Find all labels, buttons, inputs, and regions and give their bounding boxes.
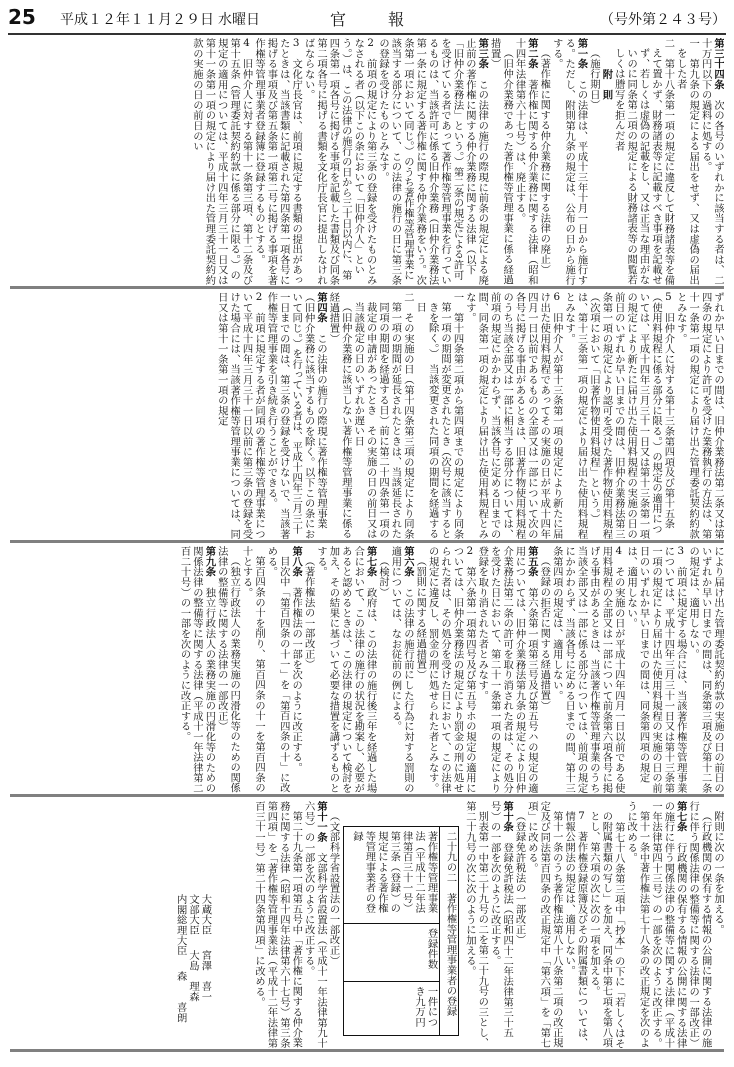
paragraph-text: （著作権法の一部改正）	[302, 556, 315, 670]
band-divider	[10, 286, 724, 289]
paragraph-text: 第七十八条第三項中「抄本」の下に「若しくはその附属書類の写し」を加え、同条中第七項を第八項とし、第六項の次に次の一項を加える。	[587, 811, 625, 1049]
paragraph-text: により届け出た管理委託契約約款の実施の日の前日のいずれか早い日までの間は、同条第三項及び第十二条の規定は、適用しない。	[687, 546, 724, 794]
paragraph-text: 第十一条中著作権法第七十八条の改正規定を次のように改める。	[625, 801, 650, 1049]
band-divider	[10, 1049, 724, 1052]
paragraph-number: 2	[255, 292, 263, 303]
paragraph-text: 旧仲介人が第十三条第一項の規定により新たに届け出た使用料規程であってその実施の日が平成十四年四月一日以前であるものの全部又は一部について次の各号に掲げる事由があるときは、旧著作物使用料規程のうち当該全部又は一部に相当する部分については、前項の規定にかかわらず、当該各号に定める日までの間、同条第一項の規定により届け出た使用料規程とみなす。	[463, 292, 563, 540]
numbered-paragraph	[550, 546, 624, 796]
paragraph	[265, 546, 290, 796]
article-text: この法律の施行前にした行為に対する罰則の適用については、なお従前の例による。	[389, 546, 414, 794]
paragraph-text: （登録免許税法の一部改正）	[513, 811, 526, 946]
paragraph-text: 第十一条のうち著作権法第八十八条第二項の改正規定及び同法第百四条の改正規定中「第六項」を「第七項」に改める。	[525, 801, 563, 1049]
article	[699, 38, 724, 288]
article-caption	[513, 801, 525, 1051]
article-number: 第一条	[575, 38, 588, 69]
paragraph-number: 4	[243, 38, 250, 49]
paragraph-text: 著作権登録原簿及びその附属書類については、情報公開法の規定は、適用しない。	[563, 811, 588, 1049]
paragraph-text: （施行期日）	[587, 48, 600, 111]
article	[650, 801, 687, 1051]
numbered-paragraph	[625, 546, 687, 796]
article-number: 第七条	[364, 546, 377, 577]
list-item	[612, 38, 674, 288]
gazette-title-2: 報	[388, 10, 405, 29]
article-number: 第十条	[501, 801, 514, 832]
paragraph-text: 第百四条の十を削り、第百四条の十一を第百四条の十とする。	[240, 546, 265, 794]
table-heading: 二十九の二 著作権等管理事業者の登録	[439, 827, 458, 1035]
article-caption	[377, 546, 389, 796]
article	[178, 546, 215, 796]
article-caption	[488, 38, 513, 288]
numbered-paragraph	[215, 292, 265, 542]
article-caption	[302, 546, 314, 796]
article	[302, 801, 327, 1051]
paragraph-text: 二 第十八条第一項の規定に違反して財務諸表等を備えて置かず、財務諸表等に記載すべき事項を記載せず、若しくは虚偽の記載をし、又は正当な理由がないのに同条第二項の規定による財務諸表等の閲覧若しくは謄写を拒んだ者	[612, 38, 675, 286]
article-caption	[327, 292, 352, 542]
article-caption	[327, 801, 339, 1051]
paragraph-text: 前項に規定する者が同項の著作権等管理事業について平成十四年三月三十一日以前に第三条の登録を受けた場合には、当該著作権等管理事業については、同日又は第十一条第一項の規定	[215, 292, 265, 540]
paragraph-text: 別表第一中第二十九号の二を第二十九号の三とし、第二十九号の次に次のように加える。	[463, 801, 489, 1049]
signatory-title: 内閣総理大臣	[174, 893, 187, 956]
numbered-paragraph	[302, 38, 376, 288]
article-number: 第九条	[203, 546, 216, 577]
paragraph-text: （旧仲介業務であった著作権等管理事業に係る経過措置）	[488, 38, 514, 286]
numbered-paragraph	[463, 292, 562, 542]
article-number: 第三十四条	[712, 38, 724, 90]
paragraph-text: ずれか早い日までの間は、旧仲介業務法第二条又は第四条の規定により許可を受けた業務執行の方法は、第十一条第一項の規定により届け出た管理委託契約約款とみなす。	[674, 292, 724, 540]
article-number: 第六条	[401, 546, 414, 577]
paragraph-text: （行政機関の保有する情報の公開に関する法律の施行に伴う関係法律の整備等に関する法律の一部改正）	[687, 801, 712, 1049]
article-text: 第六条第一項第三号及び第五号ハの規定の適用については、旧仲介業務法第九条の規定により旧仲介業務法第二条の許可を取り消された者は、その処分を受けた日において、第二十一条第一項の規定により登録を取り消された者とみなす。	[476, 546, 538, 794]
paragraph-number: 5	[665, 292, 672, 303]
paragraph-number: 4	[615, 546, 623, 557]
quoted-paragraph	[588, 801, 625, 1051]
paragraph	[526, 801, 563, 1051]
paragraph-number: 2	[367, 38, 374, 49]
list-item	[414, 292, 464, 542]
article-number: 第七条	[674, 801, 687, 832]
issue-number: （号外第２４３号）	[600, 12, 726, 28]
paragraph-number: 3	[677, 546, 685, 557]
article	[315, 546, 377, 796]
paragraph-text: その実施の日が平成十四年四月一日以前である使用料規程の全部又は一部について前条第六項各号に掲げる事由があるときは、当該著作権等管理事業のうち当該全部又は一部に係る部分については、前項の規定にかかわらず、当該各号に定める日までの間、第十三条第四項の規定は、適用しない。	[550, 546, 625, 794]
article-text: 著作権に関する仲介業務に関する法律（昭和十四年法律第六十七号）は、廃止する。	[513, 38, 538, 286]
article	[550, 38, 587, 288]
paragraph-continued	[674, 292, 724, 542]
article-caption	[687, 801, 712, 1051]
paragraph-text: 第六条第一項第四号及び第五号ホの規定の適用については、旧仲介業務法の規定により罰金の刑に処せられた者は、その処分を受けた日において、この法律の規定に違反し、罰金の刑に処せられた者とみなす。	[426, 546, 476, 794]
page-header	[0, 0, 734, 34]
paragraph-text: 第二十九条第一項第五号中「著作権に関する仲介業務に関する法律（昭和十四年法律第六十七号）第三条第四項」を「著作権等管理事業法（平成十二年法律第百三十一号）第二十四条第四項」に改める。	[253, 801, 303, 1049]
article	[476, 546, 538, 796]
paragraph	[625, 801, 650, 1051]
signatory	[187, 801, 199, 1051]
paragraph	[712, 801, 724, 1051]
article-caption	[215, 546, 240, 796]
gazette-title-1: 官	[330, 10, 347, 29]
article-number: 第五条	[525, 546, 538, 577]
article-text: 次の各号のいずれかに該当する者は、二十万円以下の過料に処する。	[699, 38, 724, 286]
paragraph-text: 附則に次の一条を加える。	[712, 811, 724, 935]
article-text: 独立行政法人の業務実施の円滑化等のための関係法律の整備等に関する法律（平成十一年法律第二百二十号）の一部を次のように改正する。	[178, 546, 216, 794]
paragraph-text: 旧仲介人に対する第十三条第四項及び第十五条（使用料規程に係る部分に限る。）の規定の適用については、平成十四年三月三十一日又は第十三条第一項の規定により新たに届け出た使用料規程の実施の日の前日のいずれか早い日までの間は、旧仲介業務法第三条第一項の規定により認可を受けた著作物使用料規程（次項において「旧著作物使用料規程」という。）は、第十三条第一項の規定により届け出た使用料規程とみなす。	[563, 292, 675, 540]
paragraph	[253, 801, 303, 1051]
signatory-name: 大島 理森	[187, 950, 200, 1002]
signatory-name: 森 喜朗	[174, 970, 187, 1023]
paragraph-text: 文化庁長官は、前項に規定する書類の提出があったときは、当該書類に記載された第四条第一項各号に掲げる事項及び第五条第一項第二号に掲げる事項を著作権等管理事業者登録簿に登録するものとする。	[252, 38, 303, 286]
paragraph-text: （検討）	[377, 556, 390, 598]
signatory	[199, 801, 211, 1051]
numbered-paragraph	[253, 38, 303, 288]
text-band-4	[10, 801, 724, 1051]
article-number: 第三条	[476, 38, 489, 69]
paragraph-text: （罰則に関する経過措置）	[414, 556, 427, 680]
article-text: 登録免許税法（昭和四十二年法律第三十五号）の一部を次のように改正する。	[488, 801, 514, 1038]
article	[488, 801, 513, 1051]
band-divider	[10, 794, 724, 797]
registration-fee-table	[343, 826, 459, 1036]
article-number: 第四条	[315, 292, 327, 323]
article	[290, 546, 302, 796]
page-number: 25	[8, 5, 36, 29]
article-text: 文部科学省設置法（平成十一年法律第九十六号）の一部を次のように改正する。	[302, 801, 328, 1049]
article-number: 第八条	[290, 546, 303, 577]
paragraph-text: （旧仲介業務に該当しない著作権等管理事業に係る経過措置）	[327, 292, 352, 540]
numbered-paragraph	[563, 292, 675, 542]
article-caption	[588, 38, 600, 288]
paragraph-number: 7	[578, 811, 585, 822]
article-number: 第十一条	[315, 801, 328, 843]
paragraph-text: 附 則	[600, 68, 613, 100]
band-divider	[10, 540, 724, 543]
signatory-title: 文部大臣	[187, 893, 200, 935]
article-number: 第二条	[525, 38, 538, 69]
supplementary-heading	[600, 38, 612, 288]
paragraph-number: 3	[292, 38, 300, 49]
table-tax-base: 登録件数	[344, 924, 439, 982]
paragraph-continued	[687, 546, 724, 796]
paragraph-text: （文部科学省設置法の一部改正）	[327, 811, 340, 966]
article-text: 行政機関の保有する情報の公開に関する法律の施行に伴う関係法律の整備等に関する法律（平成十一年法律第四十三号）の一部を次のように改正する。	[649, 801, 687, 1049]
paragraph-number: 6	[553, 292, 560, 303]
article-text: この法律の施行の際現に著作権等管理事業（旧仲介業務に該当するものを除く。以下この条において同じ。）を行っている者は、平成十四年三月三十一日までの間は、第三条の登録を受けないで、当該著作権等管理事業を引き続き行うことができる。	[265, 292, 327, 540]
paragraph-text: 旧仲介人に対する第十一条第三項、第十二条及び第十五条（管理委託契約約款に係る部分に限る。）の規定の適用については、平成十四年三月三十一日又は第十一条第一項の規定により届け出た管理委託契約約款の実施の日の前日のい	[190, 38, 253, 286]
text-band-1	[10, 38, 724, 288]
article	[377, 38, 489, 288]
paragraph-text: 二 その実施の日（第十四条第三項の規定により同条第一項の期間が延長されたときは、当該延長された同項の期間を経過する日）前に第二十四条第一項の裁定の申請があったとき その実施の日の前日又は当該裁定の日のいずれか遅い日	[352, 292, 414, 540]
text-band-3	[10, 546, 724, 796]
paragraph-text: 目次中「第百四条の十一」を「第百四条の十」に改める。	[265, 546, 290, 794]
numbered-paragraph	[191, 38, 253, 288]
issue-date: 平成１２年１１月２９日	[60, 12, 214, 28]
signatory-name: 宮澤 喜一	[199, 950, 212, 1002]
article	[265, 292, 327, 542]
quoted-paragraph	[563, 801, 588, 1051]
article	[389, 546, 414, 796]
paragraph-number: 2	[466, 546, 474, 557]
paragraph-text: （独立行政法人の業務実施の円滑化等のための関係法律の整備等に関する法律の一部改正）	[215, 546, 241, 794]
signatory	[174, 801, 186, 1051]
article-caption	[414, 546, 426, 796]
signatory-title: 大蔵大臣	[199, 893, 212, 935]
paragraph-text: （登録の拒否に関する経過措置）	[538, 556, 551, 711]
paragraph-text: 一 第九条の規定による届出をせず、又は虚偽の届出をした者	[674, 38, 700, 286]
article-text: 著作権法の一部を次のように改正する。	[290, 587, 303, 773]
table-tax-rate: 一件につき九万円	[413, 986, 438, 1028]
paragraph-text: 前項に規定する場合には、当該著作権等管理事業については、平成十四年三月三十一日又は第十三条第一項の規定により届け出た使用料規程の実施の日の前日のいずれか早い日までの間は、同条第四項の規定は、適用しない。	[625, 546, 687, 794]
article	[513, 38, 538, 288]
article-text: この法律の施行の際現に前条の規定による廃止前の著作権に関する仲介業務に関する法律（以下「旧仲介業務法」という。）第二条の規定による許可を受けている者であって著作権等管理事業を行っているものは、当該許可に係る旧仲介業務（旧仲介業務法第一条に規定する著作権に関する仲介業務をいう。次条第一項において同じ。）のうち著作権等管理事業に該当する部分について、この法律の施行の日に第三条の登録を受けたものとみなす。	[377, 38, 489, 286]
article-caption	[538, 546, 550, 796]
weekday: 水曜日	[218, 12, 260, 28]
header-divider	[8, 33, 726, 35]
article-text: この法律は、平成十三年十月一日から施行する。ただし、附則第九条の規定は、公布の日から施行する。	[550, 38, 588, 286]
paragraph-text: 一 第十四条第二項から第四項までの規定により同条第一項の期間が変更されたとき（次号に該当するときを除く。） 当該変更された同項の期間を経過する日	[414, 292, 464, 540]
paragraph	[240, 546, 265, 796]
paragraph-text: 前項の規定により第三条の登録を受けたものとみなされる者（以下この条において「旧仲介人」という。）は、この法律の施行の日から三十日以内に、第四条第一項各号に掲げる事項を記載した書類及び同条第二項各号に掲げる書類を文化庁長官に提出しなければならない。	[302, 38, 377, 286]
paragraph-text: （著作権に関する仲介業務に関する法律の廃止）	[538, 48, 551, 275]
list-item	[674, 38, 699, 288]
text-band-2	[10, 292, 724, 542]
paragraph	[463, 801, 488, 1051]
list-item	[352, 292, 414, 542]
article-caption	[538, 38, 550, 288]
table-description: 著作権等管理事業法（平成十二年法律第百三十一号）第三条（登録）の規定による著作権等管理事業者の登録	[344, 827, 439, 924]
article-text: 政府は、この法律の施行後三年を経過した場合において、この法律の施行の状況を勘案し、必要があると認めるときは、この法律の規定について検討を加え、その結果に基づいて必要な措置を講ずるものとする。	[315, 546, 377, 794]
numbered-paragraph	[426, 546, 476, 796]
